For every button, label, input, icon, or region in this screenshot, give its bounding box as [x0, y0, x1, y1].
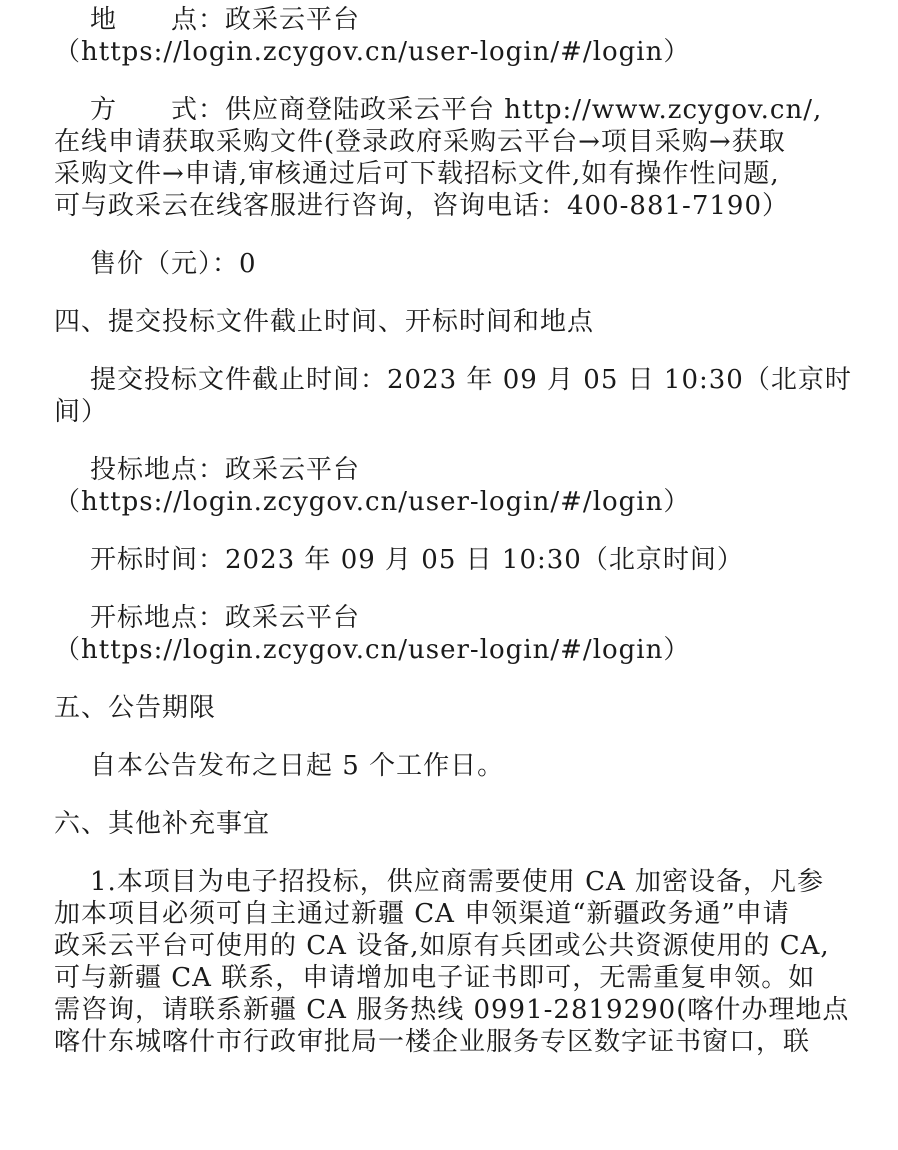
method-line-4: 可与政采云在线客服进行咨询，咨询电话：400-881-7190）	[54, 191, 789, 221]
section5-heading: 五、公告期限	[54, 693, 217, 723]
notice-period: 自本公告发布之日起 5 个工作日。	[90, 751, 505, 781]
deadline-line-1: 提交投标文件截止时间：2023 年 09 月 05 日 10:30（北京时	[90, 365, 852, 395]
opening-location-url: （https://login.zcygov.cn/user-login/#/login）	[54, 635, 691, 665]
opening-time: 开标时间：2023 年 09 月 05 日 10:30（北京时间）	[90, 545, 744, 575]
venue-label: 地 点：政采云平台	[90, 5, 361, 35]
supplement-line-5: 需咨询，请联系新疆 CA 服务热线 0991-2819290(喀什办理地点	[54, 995, 850, 1025]
deadline-line-2: 间）	[54, 397, 109, 427]
section6-heading: 六、其他补充事宜	[54, 809, 271, 839]
supplement-line-4: 可与新疆 CA 联系，申请增加电子证书即可，无需重复申领。如	[54, 963, 816, 993]
section4-heading: 四、提交投标文件截止时间、开标时间和地点	[54, 307, 595, 337]
supplement-line-2: 加本项目必须可自主通过新疆 CA 申领渠道“新疆政务通”申请	[54, 899, 790, 929]
opening-location-label: 开标地点：政采云平台	[90, 603, 361, 633]
price: 售价（元）：0	[90, 249, 257, 279]
supplement-line-1: 1.本项目为电子招投标，供应商需要使用 CA 加密设备，凡参	[90, 867, 825, 897]
bid-location-label: 投标地点：政采云平台	[90, 455, 361, 485]
method-line-3: 采购文件→申请,审核通过后可下载招标文件,如有操作性问题,	[54, 159, 780, 189]
document-page	[54, 4, 864, 1058]
method-line-1: 方 式：供应商登陆政采云平台 http://www.zcygov.cn/,	[90, 95, 823, 125]
supplement-line-6: 喀什东城喀什市行政审批局一楼企业服务专区数字证书窗口，联	[54, 1027, 811, 1057]
supplement-line-3: 政采云平台可使用的 CA 设备,如原有兵团或公共资源使用的 CA,	[54, 931, 830, 961]
bid-location-url: （https://login.zcygov.cn/user-login/#/login）	[54, 487, 691, 517]
method-line-2: 在线申请获取采购文件(登录政府采购云平台→项目采购→获取	[54, 127, 786, 157]
venue-url: （https://login.zcygov.cn/user-login/#/login）	[54, 37, 691, 67]
